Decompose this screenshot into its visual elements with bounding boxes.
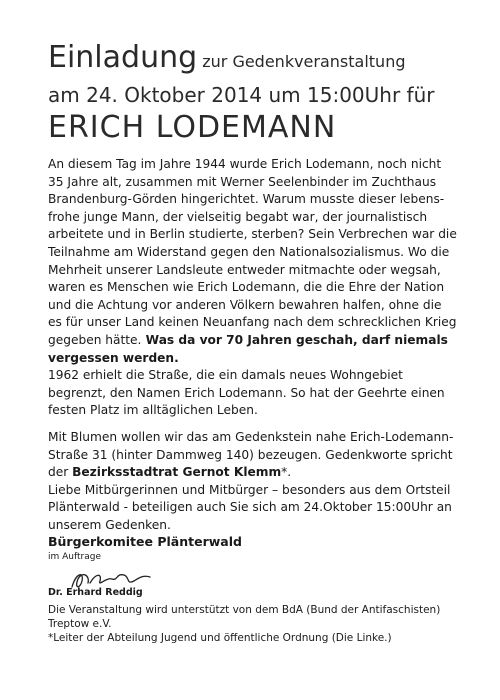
signatory-name: Dr. Erhard Reddig xyxy=(48,587,143,598)
paragraph-2: 1962 erhielt die Straße, die ein damals neues Wohngebiet begrenzt, den Namen Erich Lodemann. So hat der Geehrte einen festen Platz im alltäglichen Leben. xyxy=(48,368,445,418)
heading-zur: zur Gedenkveranstaltung xyxy=(202,52,406,71)
invitation-heading xyxy=(48,40,488,146)
paragraph-1-text: An diesem Tag im Jahre 1944 wurde Erich Lodemann, noch nicht 35 Jahre alt, zusammen mit Werner Seelenbinder im Zuchthaus Brandenburg-Görden hingerichtet. Warum musste dieser lebens-frohe junge Mann, der vielseitig begabt war, der journalistisch arbeitete und in Berlin studierte, sterben? Sein Verbrechen war die Teilnahme am Widerstand gegen den Nationalsozialismus. Wo die Mehrheit unserer Landsleute entweder mitmachte oder wegsah, waren es Menschen wie Erich Lodemann, die die Ehre der Nation und die Achtung vor anderen Völkern bewahren halfen, ohne die es für unser Land keinen Neuanfang nach dem schrecklichen Krieg gegeben hätte. xyxy=(48,157,457,347)
paragraph-4: Liebe Mitbürgerinnen und Mitbürger – besonders aus dem Ortsteil Plänterwald - beteiligen auch Sie sich am 24.Oktober 15:00Uhr an unserem Gedenken. xyxy=(48,482,452,532)
on-behalf-note: im Auftrage xyxy=(48,552,101,562)
paragraph-3-end: *. xyxy=(281,465,292,480)
paragraph-3-speaker: Bezirksstadtrat Gernot Klemm xyxy=(72,465,282,480)
signature-block xyxy=(48,534,468,645)
heading-date-line: am 24. Oktober 2014 um 15:00Uhr für xyxy=(48,83,435,107)
organization-name: Bürgerkomitee Plänterwald xyxy=(48,534,242,549)
heading-name: ERICH LODEMANN xyxy=(48,110,337,145)
paragraph-3 xyxy=(48,429,458,482)
paragraph-1-emphasis: Was da vor 70 Jahren geschah, darf niemals vergessen werden. xyxy=(48,332,448,365)
support-note: Die Veranstaltung wird unterstützt von dem BdA (Bund der Antifaschisten) Treptow e.V. xyxy=(48,604,441,630)
heading-einladung: Einladung xyxy=(48,40,198,75)
signature-area xyxy=(48,569,468,597)
paragraph-3-text: Mit Blumen wollen wir das am Gedenkstein nahe Erich-Lodemann-Straße 31 (hinter Dammweg 140) bezeugen. Gedenkworte spricht der xyxy=(48,429,454,480)
invitation-body xyxy=(48,156,458,534)
paragraph-1 xyxy=(48,156,458,367)
footnote: *Leiter der Abteilung Jugend und öffentliche Ordnung (Die Linke.) xyxy=(48,632,392,644)
